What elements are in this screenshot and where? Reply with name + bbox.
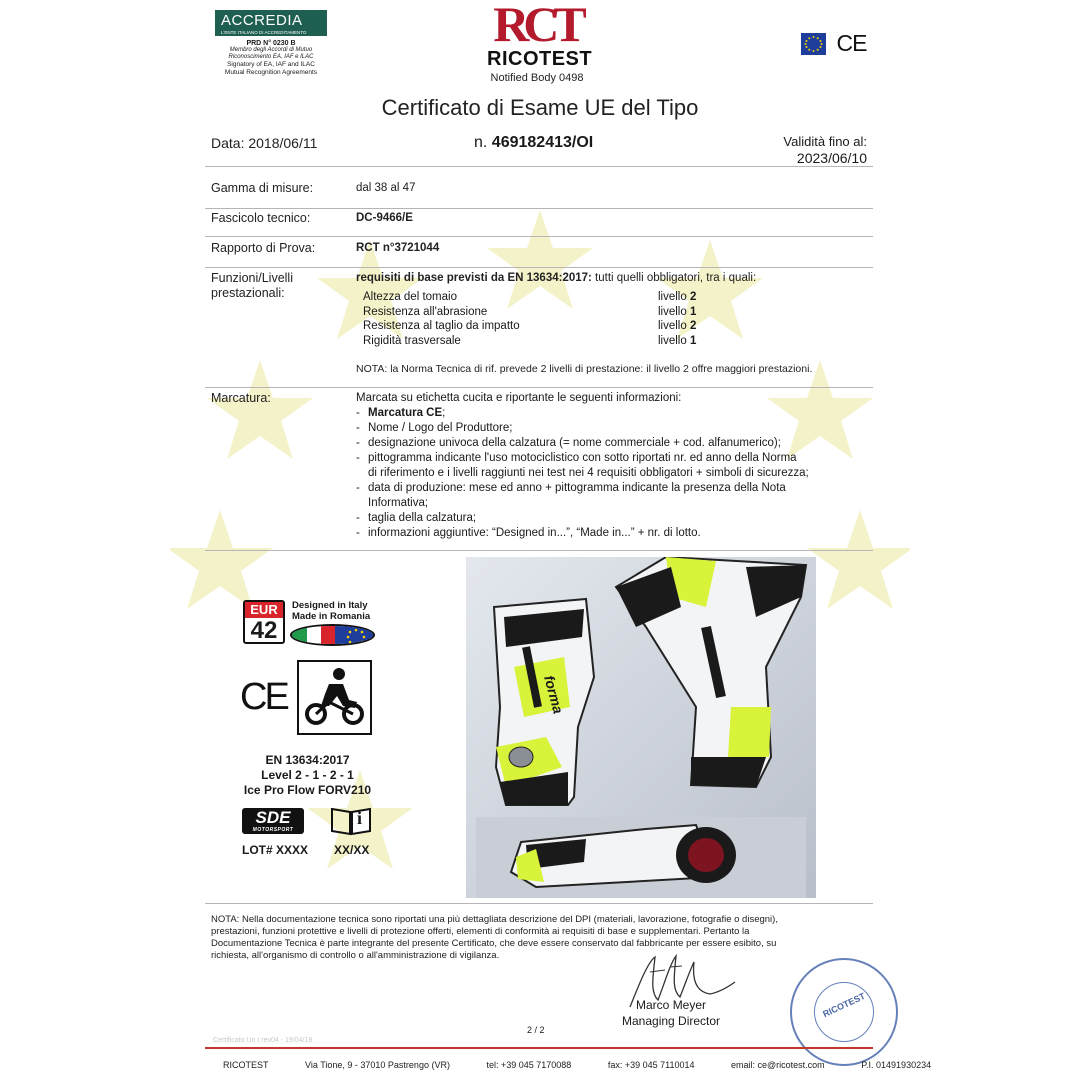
marcatura-item: - taglia della calzatura; (356, 511, 876, 526)
divider (205, 236, 873, 237)
accredia-name-box (215, 10, 327, 36)
divider (205, 166, 873, 167)
marcatura-item: - pittogramma indicante l'uso motociclistico con sotto riportati nr. ed anno della Norma (356, 451, 876, 466)
sde-text: SDE (255, 808, 291, 827)
footer-note (211, 914, 861, 962)
performance-levels (658, 290, 696, 348)
requisiti-bold: requisiti di base previsti da EN 13634:2017: (356, 272, 592, 284)
production-date-code: XX/XX (334, 843, 370, 857)
marcatura-ce: Marcatura CE (368, 407, 443, 419)
valid-label: Validità fino al: (783, 134, 867, 149)
accredia-prd: PRD N° 0230 B (246, 40, 296, 47)
performance-item: Resistenza all'abrasione (363, 305, 488, 318)
footer-company: RICOTEST (223, 1060, 269, 1070)
certificate-number (474, 134, 593, 152)
footer-vat: P.I. 01491930234 (861, 1060, 932, 1070)
requisiti-rest: tutti quelli obbligatori, tra i quali: (591, 272, 757, 284)
accredia-subtitle: L'ENTE ITALIANO DI ACCREDITAMENTO (221, 30, 307, 35)
footer-note-line: richiesta, all'organismo di controllo o all'amministrazione di vigilanza. (211, 950, 500, 961)
italy-eu-flag-icon (290, 624, 375, 646)
divider (205, 208, 873, 209)
signer-role: Managing Director (622, 1014, 721, 1028)
footer-fax: fax: +39 045 7110014 (607, 1060, 695, 1070)
footer-note-line: Documentazione Tecnica è parte integrante del presente Certificato, che deve essere conservato dal fabbricante per essere esibito, su (211, 938, 777, 949)
eur-size: 42 (250, 617, 278, 644)
accredia-logo (215, 10, 327, 76)
performance-level (658, 290, 696, 305)
marcatura-label: Marcatura: (211, 391, 271, 405)
performance-item: Resistenza al taglio da impatto (363, 320, 520, 332)
signer-name: Marco Meyer (636, 998, 707, 1012)
marcatura-item: - Marcatura CE; (356, 406, 876, 421)
performance-names (363, 290, 520, 348)
number-value: 469182413/OI (491, 134, 594, 151)
marcatura-item: - informazioni aggiuntive: “Designed in...”, “Made in...” + nr. di lotto. (356, 526, 876, 541)
fascicolo-label: Fascicolo tecnico: (211, 211, 311, 225)
accredia-name: ACCREDIA (221, 12, 303, 29)
ce-mark: CE (836, 30, 867, 56)
level-value: 1 (689, 305, 697, 318)
motorcycle-pictogram-icon (297, 660, 372, 735)
eu-ce-marks (801, 30, 866, 57)
info-book-icon (330, 804, 372, 836)
accredia-member-line-1: Membro degli Accordi di Mutuo (229, 47, 313, 53)
footer-rule (205, 1047, 873, 1049)
label-standard-block (230, 753, 385, 798)
performance-item: Rigidità trasversale (363, 334, 461, 347)
label-model: Ice Pro Flow FORV210 (243, 783, 372, 797)
validity (770, 134, 867, 166)
eur-text: EUR (245, 602, 283, 618)
accredia-member-line-2: Riconoscimento EA, IAF e ILAC (228, 54, 314, 60)
sde-sub: MOTORSPORT (252, 827, 294, 833)
lab-name: RICOTEST (487, 48, 593, 70)
accredia-signatory-line-1: Signatory of EA, IAF and ILAC (227, 61, 315, 68)
ce-mark-large: CE (240, 676, 287, 718)
performance-item: Altezza del tomaio (363, 291, 457, 303)
performance-level (658, 334, 696, 349)
level-value: 2 (689, 320, 697, 332)
footer-address: Via Tione, 9 - 37010 Pastrengo (VR) (305, 1060, 450, 1070)
number-prefix: n. (474, 134, 488, 151)
boot-brand-text: forma (541, 673, 567, 716)
marcatura-item-continued: Informativa; (368, 497, 429, 509)
divider (205, 267, 873, 268)
rapporto-label: Rapporto di Prova: (211, 241, 316, 255)
performance-level (658, 319, 696, 334)
signer-block (622, 997, 720, 1029)
marcatura-item: - data di produzione: mese ed anno + pittogramma indicante la presenza della Nota (356, 481, 876, 496)
fascicolo-value: DC-9466/E (356, 212, 413, 224)
date-label: Data: (211, 135, 245, 151)
gamma-label: Gamma di misure: (211, 181, 314, 195)
footer-note-line: NOTA: Nella documentazione tecnica sono riportati una più dettagliata descrizione del DPI (materiali, lavorazione, fotografie o disegni), (211, 914, 778, 925)
boot-label-artwork (230, 598, 390, 868)
date-value: 2018/06/11 (248, 135, 318, 151)
company-footer (223, 1060, 931, 1070)
eur-size-box (243, 600, 285, 644)
made-in: Made in Romania (292, 611, 371, 622)
document-title: Certificato di Esame UE del Tipo (381, 95, 699, 120)
level-value: 2 (689, 291, 697, 303)
footer-email[interactable]: email: ce@ricotest.com (731, 1060, 825, 1070)
sde-motorsport-logo (242, 808, 304, 834)
level-word: livello (658, 334, 687, 347)
marcatura-list (356, 391, 876, 541)
level-value: 1 (689, 334, 697, 347)
funzioni-label-line-1: Funzioni/Livelli (211, 271, 293, 285)
divider (205, 550, 873, 551)
level-word: livello (658, 305, 687, 318)
rapporto-value: RCT n°3721044 (356, 242, 440, 254)
marcatura-item-continued: di riferimento e i livelli raggiunti nei test nei 4 requisiti obbligatori + simboli di sicurezza; (368, 467, 809, 479)
level-word: livello (658, 291, 687, 303)
ricotest-stamp (790, 958, 898, 1066)
divider (205, 903, 873, 904)
level-word: livello (658, 320, 687, 332)
footer-tel: tel: +39 045 7170088 (486, 1060, 572, 1070)
rct-logo-mark: RCT (493, 0, 581, 52)
funzioni-label-line-2: prestazionali: (211, 286, 285, 300)
gamma-value: dal 38 al 47 (356, 182, 416, 194)
notified-body: Notified Body 0498 (490, 72, 584, 84)
eu-flag-icon (801, 33, 826, 55)
origin-text (292, 600, 370, 622)
marcatura-item: - Nome / Logo del Produttore; (356, 421, 876, 436)
page-number: 2 / 2 (527, 1025, 545, 1035)
performance-level (658, 305, 696, 320)
levels-note: NOTA: la Norma Tecnica di rif. prevede 2 livelli di prestazione: il livello 2 offre maggiori prestazioni. (356, 363, 813, 375)
funzioni-label (211, 271, 293, 301)
ricotest-logo (487, 0, 593, 84)
boot-photo (466, 557, 816, 898)
document-revision: Certificato Un I rev04 - 19/04/18 (213, 1037, 313, 1044)
label-levels: Level 2 - 1 - 2 - 1 (261, 768, 354, 782)
designed-in: Designed in Italy (292, 600, 368, 611)
footer-note-line: prestazioni, funzioni protettive e livelli di protezione offerti, elementi di conformità ai requisiti di base e supplementari. Pertanto la (211, 926, 750, 937)
valid-value: 2023/06/10 (796, 150, 867, 166)
marcatura-item: - designazione univoca della calzatura (= nome commerciale + cod. alfanumerico); (356, 436, 876, 451)
requisiti-line (356, 272, 756, 284)
info-icon-letter: i (357, 808, 363, 828)
divider (205, 387, 873, 388)
accredia-signatory-line-2: Mutual Recognition Agreements (224, 68, 318, 76)
lot-number: LOT# XXXX (242, 843, 309, 857)
marcatura-intro: Marcata su etichetta cucita e riportante le seguenti informazioni: (356, 392, 682, 404)
issue-date (211, 135, 317, 151)
label-standard: EN 13634:2017 (265, 753, 350, 767)
stamp-text: RICOTEST (821, 990, 867, 1020)
